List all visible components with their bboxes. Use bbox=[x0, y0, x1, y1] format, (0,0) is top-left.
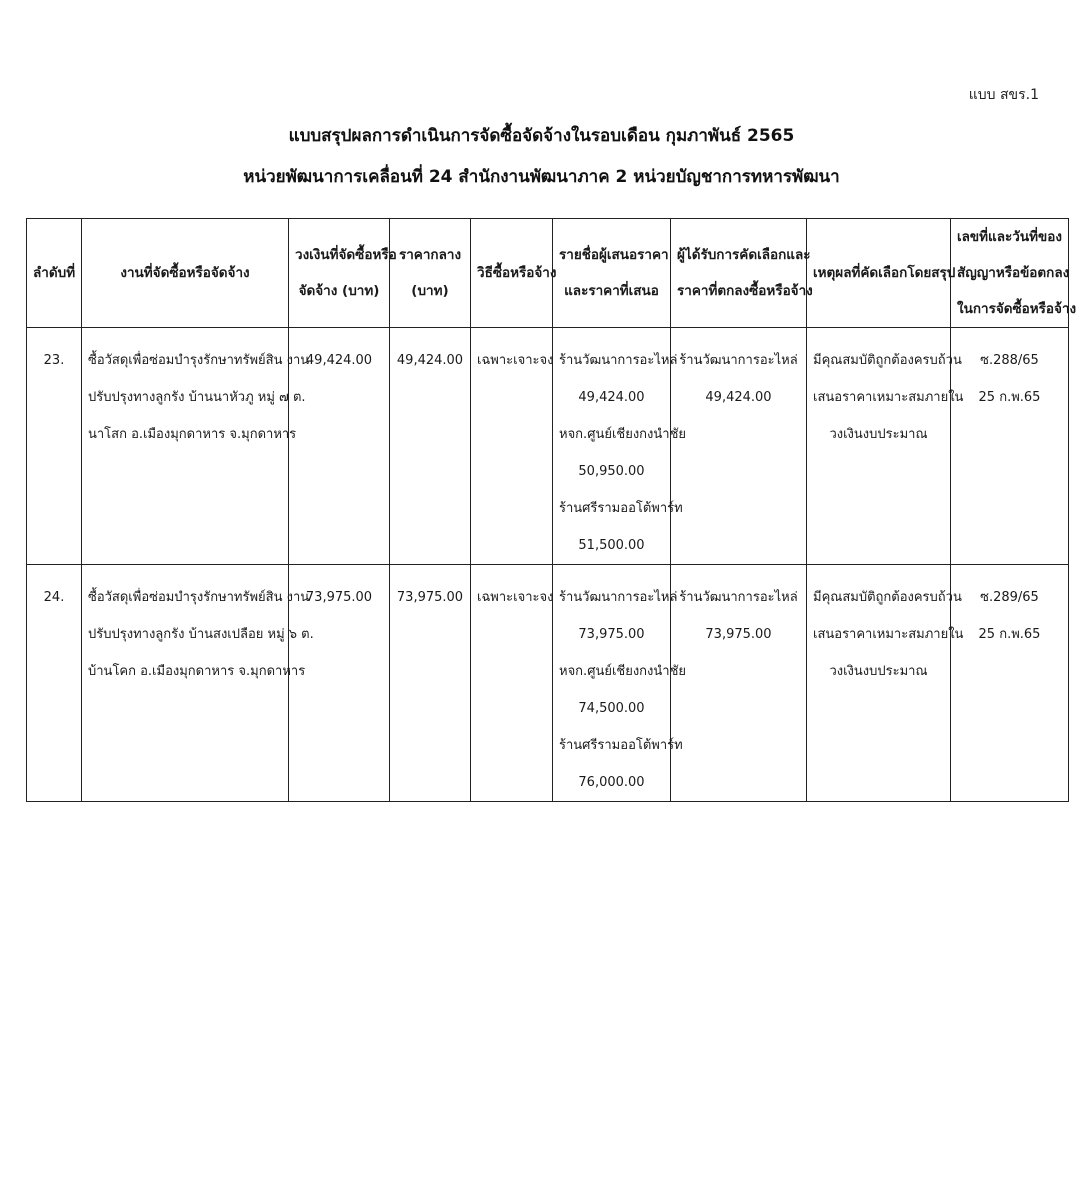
cell-method: เฉพาะเจาะจง bbox=[471, 565, 553, 802]
cell-median-price: 73,975.00 bbox=[390, 565, 471, 802]
cell-bidders: ร้านวัฒนาการอะไหล่ 49,424.00 หจก.ศูนย์เชียงกงนำชัย 50,950.00 ร้านศรีรามออโต้พาร์ท 51,500.00 bbox=[553, 328, 671, 565]
header-winner: ผู้ได้รับการคัดเลือกและ ราคาที่ตกลงซื้อหรือจ้าง bbox=[671, 219, 807, 328]
cell-budget: 73,975.00 bbox=[289, 565, 390, 802]
header-contract: เลขที่และวันที่ของ สัญญาหรือข้อตกลง ในการจัดซื้อหรือจ้าง bbox=[951, 219, 1069, 328]
table-row bbox=[27, 328, 1069, 565]
table-row bbox=[27, 565, 1069, 802]
cell-reason: มีคุณสมบัติถูกต้องครบถ้วน เสนอราคาเหมาะสมภายใน วงเงินงบประมาณ bbox=[807, 328, 951, 565]
cell-budget: 49,424.00 bbox=[289, 328, 390, 565]
table-header-row bbox=[27, 219, 1069, 328]
cell-winner: ร้านวัฒนาการอะไหล่ 73,975.00 bbox=[671, 565, 807, 802]
procurement-table bbox=[26, 218, 1077, 802]
document-subtitle: หน่วยพัฒนาการเคลื่อนที่ 24 สำนักงานพัฒนาภาค 2 หน่วยบัญชาการทหารพัฒนา bbox=[243, 167, 840, 187]
cell-method: เฉพาะเจาะจง bbox=[471, 328, 553, 565]
cell-work: ซื้อวัสดุเพื่อซ่อมบำรุงรักษาทรัพย์สิน งาน ปรับปรุงทางลูกรัง บ้านสงเปลือย หมู่ ๖ ต. บ้านโคก อ.เมืองมุกดาหาร จ.มุกดาหาร bbox=[82, 565, 289, 802]
document-title: แบบสรุปผลการดำเนินการจัดซื้อจัดจ้างในรอบเดือน กุมภาพันธ์ 2565 bbox=[288, 126, 795, 146]
header-work: งานที่จัดซื้อหรือจัดจ้าง bbox=[82, 219, 289, 328]
header-reason: เหตุผลที่คัดเลือกโดยสรุป bbox=[807, 219, 951, 328]
cell-bidders: ร้านวัฒนาการอะไหล่ 73,975.00 หจก.ศูนย์เชียงกงนำชัย 74,500.00 ร้านศรีรามออโต้พาร์ท 76,000.00 bbox=[553, 565, 671, 802]
header-method: วิธีซื้อหรือจ้าง bbox=[471, 219, 553, 328]
cell-work: ซื้อวัสดุเพื่อซ่อมบำรุงรักษาทรัพย์สิน งาน ปรับปรุงทางลูกรัง บ้านนาหัวภู หมู่ ๗ ต. นาโสก อ.เมืองมุกดาหาร จ.มุกดาหาร bbox=[82, 328, 289, 565]
cell-median-price: 49,424.00 bbox=[390, 328, 471, 565]
cell-reason: มีคุณสมบัติถูกต้องครบถ้วน เสนอราคาเหมาะสมภายใน วงเงินงบประมาณ bbox=[807, 565, 951, 802]
header-median-price: ราคากลาง (บาท) bbox=[390, 219, 471, 328]
header-budget: วงเงินที่จัดซื้อหรือ จัดจ้าง (บาท) bbox=[289, 219, 390, 328]
cell-winner: ร้านวัฒนาการอะไหล่ 49,424.00 bbox=[671, 328, 807, 565]
header-no: ลำดับที่ bbox=[27, 219, 82, 328]
cell-no: 24. bbox=[27, 565, 82, 802]
cell-contract: ซ.289/65 25 ก.พ.65 bbox=[951, 565, 1069, 802]
header-bidders: รายชื่อผู้เสนอราคา และราคาที่เสนอ bbox=[553, 219, 671, 328]
cell-contract: ซ.288/65 25 ก.พ.65 bbox=[951, 328, 1069, 565]
form-code: แบบ สขร.1 bbox=[968, 87, 1039, 103]
cell-no: 23. bbox=[27, 328, 82, 565]
